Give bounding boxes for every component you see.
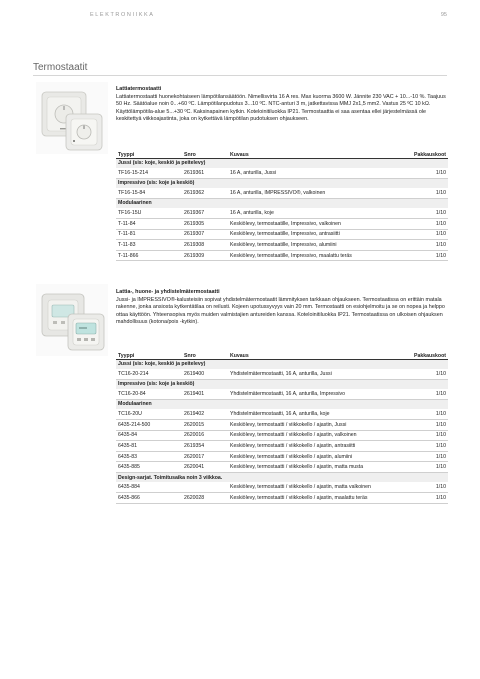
table-row: 6435-214-500 2620015 Keskiölevy, termostaatti / viikkokello / ajastin, Jussi 1/10	[116, 420, 448, 431]
column-header-pack-size: Pakkauskoot	[398, 150, 448, 158]
page-header-title: ELEKTRONIIKKA	[90, 12, 155, 18]
table-group-row: Impressivo (sis: koje ja keskiö)	[116, 178, 448, 188]
product-table	[116, 150, 448, 261]
column-header-snro: Snro	[182, 351, 228, 359]
table-group-row: Impressivo (sis: koje ja keskiö)	[116, 379, 448, 389]
table-row: 6435-884 Keskiölevy, termostaatti / viikkokello / ajastin, matta valkoinen 1/10	[116, 482, 448, 493]
product-description	[116, 86, 446, 124]
table-group-row: Modulaarinen	[116, 399, 448, 409]
table-row: 6435-83 2620017 Keskiölevy, termostaatti / viikkokello / ajastin, alumiini 1/10	[116, 451, 448, 462]
table-row: 6435-885 2620041 Keskiölevy, termostaatti / viikkokello / ajastin, matta musta 1/10	[116, 462, 448, 473]
table-group-row: Jussi (sis: koje, keskiö ja peitelevy)	[116, 158, 448, 168]
column-header-description: Kuvaus	[228, 150, 398, 158]
table-row: T-11-83 2619308 Keskiölevy, termostaatille, Impressivo, alumiini 1/10	[116, 240, 448, 251]
page-number: 95	[440, 12, 447, 18]
product-description	[116, 289, 446, 327]
column-header-type: Tyyppi	[116, 351, 182, 359]
table-group-row: Jussi (sis: koje, keskiö ja peitelevy)	[116, 359, 448, 369]
table-row: T-11-84 2619305 Keskiölevy, termostaatille, Impressivo, valkoinen 1/10	[116, 219, 448, 230]
product-title: Lattiatermostaatti	[116, 86, 162, 92]
product-description-text: Lattiatermostaatti huonekohtaiseen lämpötilansäätöön. Nimellisvirta 16 A res. Max kuorma 3600 W. Jännite 230 VAC + 10...-10 %. Taajuus 50 Hz. Säätöalue noin 0...+60 ºC. Lämpötilanpudotus 3...10 ºC. NTC-anturi 3 m, jatkettavissa MMJ 2x1,5 mm2. Vastus 25 ºC 10 kΩ. Käyttölämpötila-alue 5...+30 ºC. Kaksinapainen kytkin. Koteloinitiluokka IP21. Termostaattia ei saa asentaa ellei järjestelmässä ole keskitettyä viikkoajastinta, joka on kytkettävä lämpötilan pudotuksen ohjaukseen.	[116, 93, 446, 123]
floor-thermostat-image	[36, 82, 108, 154]
table-row: TF16-15-84 2619362 16 A, anturilla, IMPRESSIVO®, valkoinen 1/10	[116, 188, 448, 199]
column-header-pack-size: Pakkauskoot	[398, 351, 448, 359]
table-row: T-11-866 2619309 Keskiölevy, termostaatille, Impressivo, maalattu teräs 1/10	[116, 250, 448, 261]
column-header-description: Kuvaus	[228, 351, 398, 359]
combination-thermostat-image	[36, 284, 108, 356]
product-table	[116, 351, 448, 504]
table-row: TC16-20-214 2619400 Yhdistelmätermostaatti, 16 A, anturilla, Jussi 1/10	[116, 369, 448, 380]
column-header-type: Tyyppi	[116, 150, 182, 158]
column-header-snro: Snro	[182, 150, 228, 158]
table-row: 6435-81 2619354 Keskiölevy, termostaatti / viikkokello / ajastin, antrasiitti 1/10	[116, 441, 448, 452]
product-title: Lattia-, huone- ja yhdistelmätermostaatti	[116, 289, 220, 295]
table-row: TC16-20-84 2619401 Yhdistelmätermostaatti, 16 A, anturilla, Impressivo 1/10	[116, 389, 448, 400]
table-group-row: Modulaarinen	[116, 198, 448, 208]
table-row: TF16-15-214 2619361 16 A, anturilla, Jussi 1/10	[116, 168, 448, 179]
table-row: TF16-15U 2619367 16 A, anturilla, koje 1/10	[116, 208, 448, 219]
table-group-row: Design-sarjat. Toimitusaika noin 3 viikkoa.	[116, 473, 448, 483]
table-row: TC16-20U 2619402 Yhdistelmätermostaatti, 16 A, anturilla, koje 1/10	[116, 409, 448, 420]
product-description-text: Jussi- ja IMPRESSIVO®-kalusteisiin sopivat yhdistelmätermostaatit lämmityksen tarkkaan ohjaukseen. Termostaatissa on erittäin matala rakenne, jonka ansiosta kytkentätilaa on reilusti. Kojeen upotussyvyys vain 20 mm. Termostaatti on esiohjelmoitu ja se on nopea ja helppo ottaa käyttöön. Yhteensopiva myös muiden valmistajien antureiden kanssa. Koteloinitiluokka IP21. Termostaatissa on ulkoisen ohjauksen mahdollisuus (kotona/pois -kytkin).	[116, 296, 445, 326]
table-row: 6435-84 2620016 Keskiölevy, termostaatti / viikkokello / ajastin, valkoinen 1/10	[116, 430, 448, 441]
table-row: 6435-866 2620028 Keskiölevy, termostaatti / viikkokello / ajastin, maalattu teräs 1/10	[116, 493, 448, 504]
section-divider	[33, 75, 447, 76]
table-row: T-11-81 2619307 Keskiölevy, termostaatille, Impressivo, antrasiitti 1/10	[116, 229, 448, 240]
section-title: Termostaatit	[33, 62, 88, 73]
